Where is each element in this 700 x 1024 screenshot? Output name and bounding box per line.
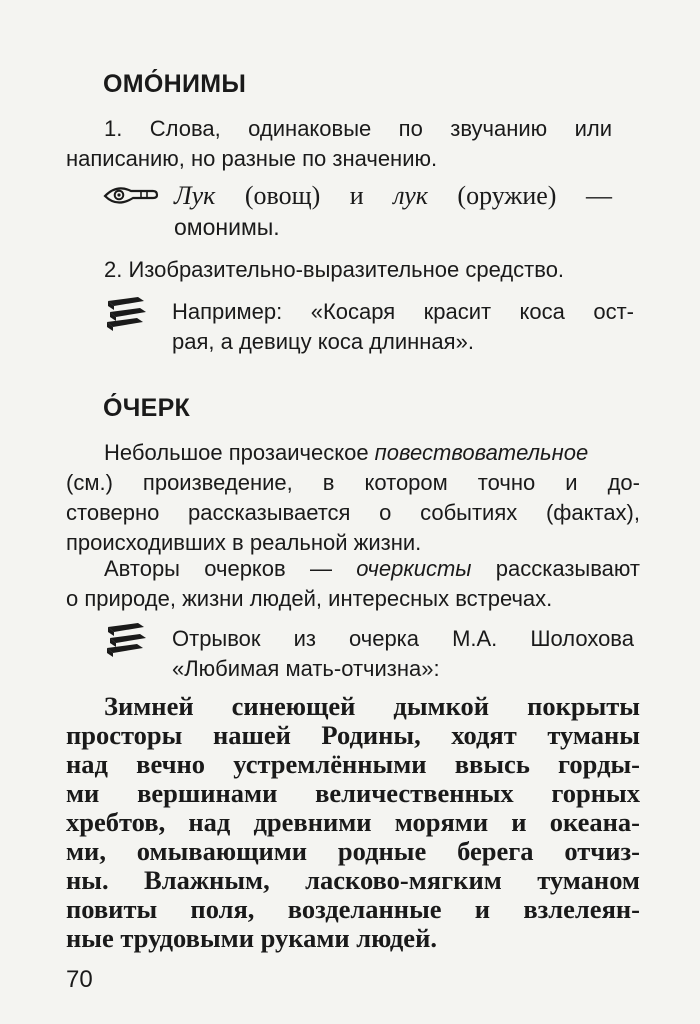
heading-homonyms: ОМО́НИМЫ [103,70,247,98]
essay-authors: Авторы очерков — очеркисты рассказывают о природе, жизни людей, интересных встречах. [66,556,640,611]
homonyms-example-2: Например: «Косаря красит коса ост- рая, а девицу коса длинная». [172,299,634,354]
page-number: 70 [66,966,93,993]
heading-essay: О́ЧЕРК [103,394,191,422]
quote-line: Зимней синеющей дымкой покрыты [104,691,640,721]
books-icon [104,294,148,334]
eye-pointer-icon [101,181,161,211]
books-icon [104,620,148,660]
homonyms-example-1-line-2: омонимы. [174,214,280,240]
quote-line: ные трудовыми руками людей. [66,923,437,953]
essay-definition: Небольшое прозаическое повествовательное (см.) произведение, в котором точно и до- стоверно рассказывается о событиях (фактах), происходивших в реальной жизни. [66,440,640,555]
quote-line: повиты поля, возделанные и взлелеян- [66,894,640,924]
homonyms-definition-1-line-2: написанию, но разные по значению. [66,146,438,171]
example-word-onion: Лук [174,181,216,210]
quote-line: над вечно устремлёнными ввысь горды- [66,749,640,779]
quote-line: ми, омывающими родные берега отчиз- [66,836,640,866]
essay-quote [66,692,640,953]
homonyms-example-1: Лук (овощ) и лук (оружие) — омонимы. [174,181,612,240]
term-narrative: повествовательное [374,440,589,465]
quote-line: ны. Влажным, ласково-мягким туманом [66,865,640,895]
quote-line: хребтов, над древними морями и океана- [66,807,640,837]
quote-line: ми вершинами величественных горных [66,778,640,808]
homonyms-definition-1 [66,114,612,174]
example-word-bow: лук [393,181,428,210]
quote-line: просторы нашей Родины, ходят туманы [66,720,640,750]
homonyms-definition-2: 2. Изобразительно-выразительное средство. [104,257,565,282]
term-essayists: очеркисты [356,556,472,581]
homonyms-definition-1-line-1: 1. Слова, одинаковые по звучанию или [104,116,612,141]
essay-example-intro: Отрывок из очерка М.А. Шолохова «Любимая мать-отчизна»: [172,626,634,681]
